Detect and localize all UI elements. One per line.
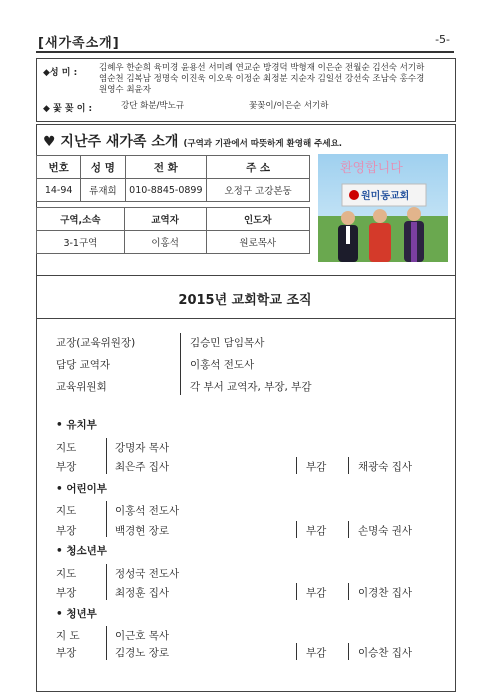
dept4-r2-value: 김경노 장로 [115, 647, 170, 659]
dept4-r2-subvalue: 이승찬 집사 [358, 647, 413, 659]
col-phone: 전 화 [125, 156, 207, 179]
school-title-divider [36, 318, 456, 319]
photo-sign: 원미동교회 [361, 191, 410, 202]
birthday-names-2: 염순천 김복남 정명숙 이진욱 이오욱 이정순 최정분 지순자 김일선 강선숙 조남숙 홍수경 [99, 74, 425, 84]
dept3-r1-label: 지도 [56, 568, 77, 580]
leader-role-1: 교장(교육위원장) [56, 337, 136, 349]
cell-name: 류재희 [81, 179, 125, 202]
dept4-r2-label: 부장 [56, 647, 77, 659]
col-guide: 인도자 [206, 208, 309, 231]
dept1-r2-label: 부장 [56, 461, 77, 473]
dept-name-3: • 청소년부 [56, 545, 107, 557]
cell-guide: 원로목사 [206, 231, 309, 254]
dept4-r1-label: 지 도 [56, 630, 80, 642]
new-family-note: (구역과 기관에서 따뜻하게 환영해 주세요. [183, 139, 343, 149]
leader-divider [180, 333, 181, 395]
dept1-divider [106, 438, 107, 474]
dept3-r2-value: 최정훈 집사 [115, 587, 170, 599]
dept-name-2: • 어린이부 [56, 483, 107, 495]
leader-name-1: 김승민 담임목사 [190, 337, 265, 349]
cell-minister: 이홍석 [124, 231, 206, 254]
dept3-r2-sublabel: 부감 [306, 587, 327, 599]
dept1-r2-sublabel: 부감 [306, 461, 327, 473]
cell-address: 오정구 고강본동 [207, 179, 310, 202]
dept2-r2-sublabel: 부감 [306, 525, 327, 537]
dept3-r2-label: 부장 [56, 587, 77, 599]
leader-role-2: 담당 교역자 [56, 359, 111, 371]
col-number: 번호 [37, 156, 81, 179]
dept4-r2-sublabel: 부감 [306, 647, 327, 659]
cell-phone: 010-8845-0899 [125, 179, 207, 202]
dept3-r2-subvalue: 이경찬 집사 [358, 587, 413, 599]
birthday-names-1: 김혜우 한순희 육미경 윤용선 서미례 연교순 방경덕 박형재 이은순 전월순 김선숙 서기하 [99, 63, 425, 73]
dept1-r1-value: 강명자 목사 [115, 442, 170, 454]
dept1-r1-label: 지도 [56, 442, 77, 454]
dept2-r2-value: 백경현 장로 [115, 525, 170, 537]
flowers-value-2: 꽃꽂이/이은순 서기하 [249, 101, 329, 111]
new-family-heading: ♥ 지난주 새가족 소개 [43, 134, 179, 150]
dept2-r2-subvalue: 손명숙 권사 [358, 525, 413, 537]
page-number: -5- [435, 33, 450, 46]
birthday-names-3: 원영수 최윤자 [99, 85, 151, 95]
dept2-r1-value: 이홍석 전도사 [115, 505, 180, 517]
new-family-table-2 [36, 207, 310, 254]
dept1-r2-value: 최은주 집사 [115, 461, 170, 473]
cell-number: 14-94 [37, 179, 81, 202]
cell-district: 3-1구역 [37, 231, 125, 254]
birthday-label: ◆성 미 : [43, 68, 78, 78]
dept2-r2-label: 부장 [56, 525, 77, 537]
leader-name-3: 각 부서 교역자, 부장, 부감 [190, 381, 312, 393]
leader-name-2: 이홍석 전도사 [190, 359, 255, 371]
col-name: 성 명 [81, 156, 125, 179]
new-family-table [36, 155, 310, 202]
leader-role-3: 교육위원회 [56, 381, 107, 393]
col-district: 구역,소속 [37, 208, 125, 231]
flowers-label: ◆ 꽃 꽂 이 : [43, 104, 93, 114]
dept1-r2-subvalue: 채광숙 집사 [358, 461, 413, 473]
welcome-photo [318, 154, 448, 262]
photo-banner: 환영합니다 [340, 161, 403, 176]
announcement-box [36, 58, 456, 122]
page-header-title: [새가족소개] [38, 36, 120, 51]
header-rule [36, 51, 454, 53]
dept-name-4: • 청년부 [56, 608, 97, 620]
dept-name-1: • 유치부 [56, 419, 97, 431]
school-title: 2015년 교회학교 조직 [178, 293, 312, 308]
col-minister: 교역자 [124, 208, 206, 231]
dept3-r1-value: 정성국 전도사 [115, 568, 180, 580]
flowers-value-1: 강단 화분/박노규 [121, 101, 185, 111]
dept4-r1-value: 이근호 목사 [115, 630, 170, 642]
dept2-r1-label: 지도 [56, 505, 77, 517]
col-address: 주 소 [207, 156, 310, 179]
